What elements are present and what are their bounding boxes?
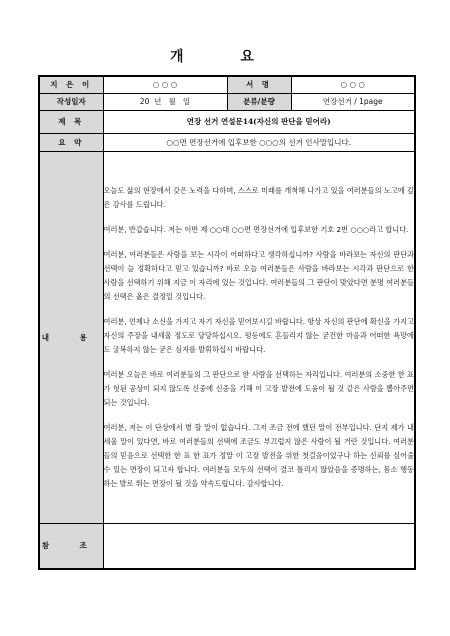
date-value: 20 년 월 일: [103, 93, 227, 110]
date-row: [39, 93, 415, 110]
category-value: 연장선거 / 1page: [291, 93, 415, 110]
content-row: [39, 151, 415, 523]
author-label: 지 은 이: [39, 76, 103, 93]
subject-label: 제 목: [39, 110, 103, 133]
page-title: 개 요: [170, 49, 280, 65]
content-paragraph: 여러분, 반갑습니다. 저는 이번 제 ○○대 ○○면 면장선거에 입후보한 기호 2번 ○○○라고 합니다.: [103, 224, 409, 234]
content-label: 내 용: [39, 151, 103, 523]
author-value: ○ ○ ○: [103, 76, 227, 93]
summary-table: [38, 75, 416, 570]
reference-value: [103, 523, 415, 569]
content-body: [103, 151, 415, 523]
subject-row: [39, 110, 415, 133]
content-paragraph: 오늘도 삶의 현장에서 갖은 노력을 다하며, 스스로 미래를 개척해 나가고 있을 여러분들의 노고에 깊은 감사를 드립니다.: [103, 185, 414, 209]
category-label: 분류/분량: [227, 93, 291, 110]
content-paragraph: 여러분, 여러분들은 사람을 보는 시각이 어떠하다고 생각하십니까? 사람을 바라보는 자신의 판단과 선택이 늘 정확하다고 믿고 있습니까? 바로 오늘 여러분들은 사람을 바라보는 시각과 판단으로 한 사람을 선택하기 위해 지금 이 자리에 있는 것입니다. 여러분들의 그 판단이 맞았다면 분명 여러분들의 선택은 옳은 결정일 것입니다.: [103, 249, 414, 301]
content-paragraph: 여러분 오늘은 바로 여러분들의 그 판단으로 한 사람을 선택하는 자리입니다. 여러분의 소중한 한 표가 헛된 공상이 되지 않도록 신중에 신중을 기해 이 고장 발전에 도움이 될 것 같은 사람을 뽑아주면 되는 것입니다.: [103, 369, 414, 407]
subject-value: 연장 선거 연설문14(자신의 판단을 믿어라): [103, 110, 415, 133]
content-paragraph: 여러분, 저는 이 단상에서 별 할 말이 없습니다. 그저 조금 전에 했던 말이 전부입니다. 단지 제가 내세울 말이 있다면, 바로 여러분들의 선택에 조금도 부끄럽지 않은 사람이 될 거란 것입니다. 여러분들의 믿음으로 선택한 한 표 한 표가 정말 이 고장 발전을 위한 첫걸음이었구나 하는 신뢰를 심어줄 수 있는 면장이 되고자 합니다. 여러분들 모두의 선택이 결코 틀리지 않았음을 증명하는, 몸소 행동하는 발로 뛰는 면장이 될 것을 약속드립니다. 감사합니다.: [103, 422, 414, 488]
signature-value: ○ ○ ○: [291, 76, 415, 93]
date-label: 작성일자: [39, 93, 103, 110]
signature-label: 서 명: [227, 76, 291, 93]
summary-row: [39, 133, 415, 151]
summary-label: 요 약: [39, 133, 103, 151]
summary-value: ○○면 면장선거에 입후보한 ○○○의 선거 인사말입니다.: [103, 133, 415, 151]
author-row: [39, 76, 415, 93]
reference-row: [39, 523, 415, 569]
content-paragraph: 여러분, 언제나 소신을 가지고 자기 자신을 믿어보시길 바랍니다. 항상 자신의 판단에 확신을 가지고 자신의 주장을 내세울 정도로 당당하십시오. 평등에도 흔들리지 않는 굳건한 마음과 어떠한 욕망에도 굴복하지 않는 굳은 심지를 발휘하십시 바랍니다.: [103, 316, 414, 354]
reference-label: 참 조: [39, 523, 103, 569]
